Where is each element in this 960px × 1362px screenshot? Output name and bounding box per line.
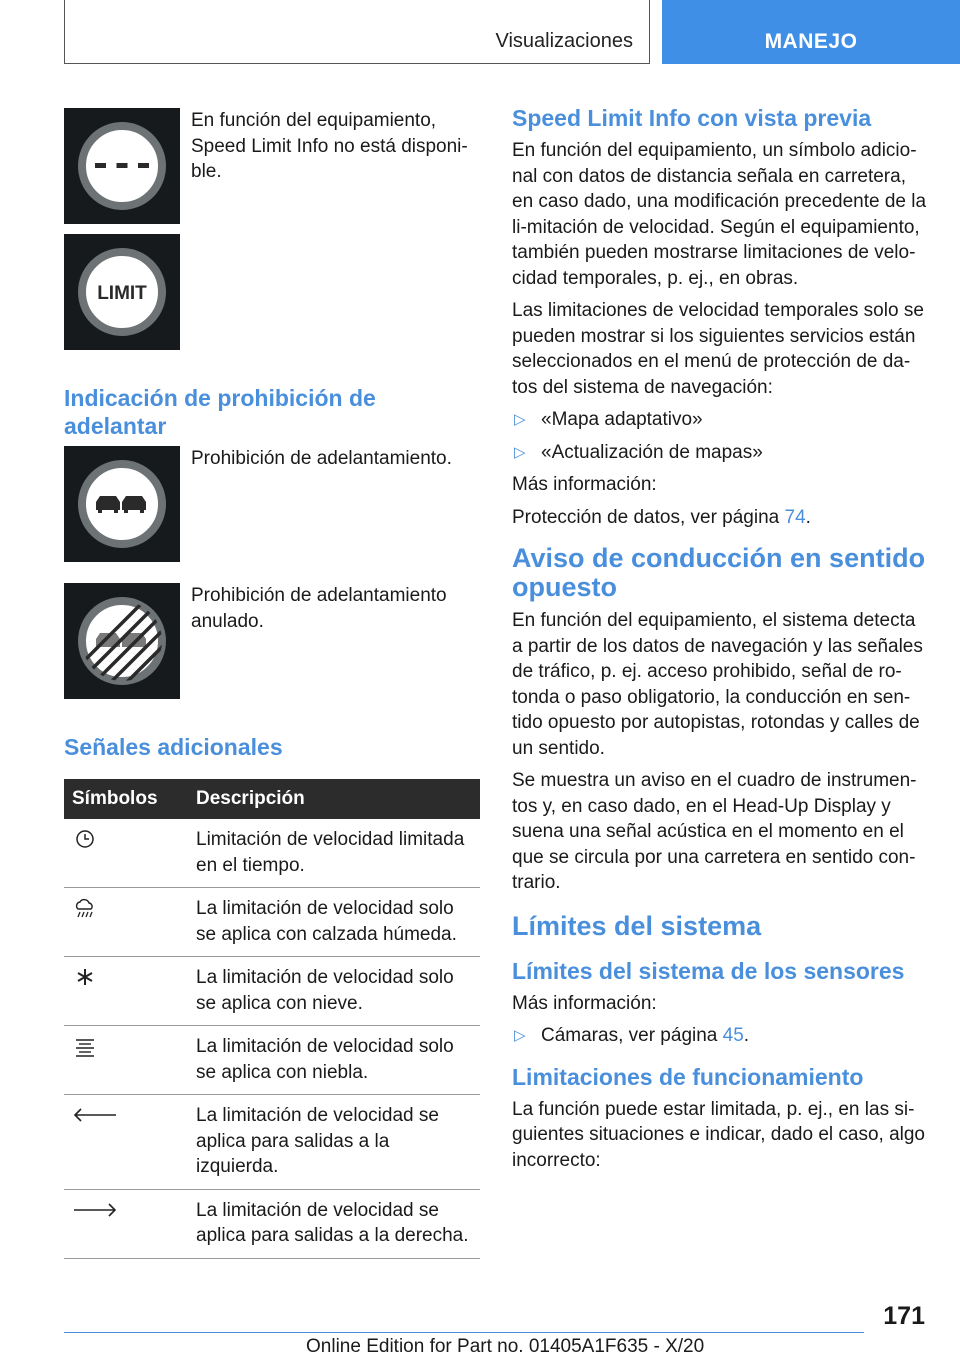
rain-icon (64, 888, 188, 957)
left-column (64, 108, 480, 1259)
table-cell-description: La limitación de velocidad se aplica para salidas a la izquierda. (188, 1095, 480, 1190)
sensor-limits-heading: Límites del sistema de los sensores (512, 957, 905, 984)
footer-rule (64, 1332, 864, 1333)
wrong-way-paragraph-2: Se muestra un aviso en el cuadro de instrumen-tos y, en caso dado, en el Head-Up Display y suena una señal acústica en el momento en el que se circula por una carretera en sentido con-trario. (512, 770, 917, 893)
fog-icon (64, 1026, 188, 1095)
list-item-text: Cámaras, ver página (541, 1025, 718, 1046)
table-cell-description: La limitación de velocidad solo se aplica con nieve. (188, 957, 480, 1026)
table-cell-description: La limitación de velocidad solo se aplica con calzada húmeda. (188, 888, 480, 957)
page-link-45[interactable]: 45 (722, 1025, 744, 1046)
arrow-left-icon (64, 1095, 188, 1190)
system-limits-heading: Límites del sistema (512, 910, 762, 941)
limit-sign-icon (64, 234, 180, 350)
preview-paragraph-2: Las limitaciones de velocidad temporales solo se pueden mostrar si los siguientes servicios están seleccionados en el menú de protección de da-tos del sistema de navegación: (512, 300, 924, 398)
end-no-overtaking-sign-icon (64, 583, 180, 699)
page-link-74[interactable]: 74 (784, 506, 806, 528)
reference-text: Protección de datos, ver página (512, 506, 780, 528)
header-frame (64, 0, 650, 64)
page-number: 171 (883, 1302, 925, 1330)
column-header-description: Descripción (188, 779, 480, 819)
footer-edition: Online Edition for Part no. 01405A1F635 - X/20 (306, 1336, 705, 1357)
sign-row-unavailable (64, 108, 480, 234)
no-overtaking-sign-icon (64, 446, 180, 562)
function-limits-paragraph: La función puede estar limitada, p. ej., en las si-guientes situaciones e indicar, dado el caso, algo incorrecto: (512, 1098, 925, 1171)
function-limits-heading: Limitaciones de funcionamiento (512, 1063, 864, 1090)
wrong-way-paragraph-1: En función del equipamiento, el sistema detecta a partir de los datos de navegación y las señales de tráfico, p. ej. acceso prohibido, señal de ro-tonda o paso obligatorio, la conducción en sen-tido opuesto por autopistas, rotondas y calles de un sentido. (512, 610, 923, 759)
sign-row-limit (64, 234, 480, 384)
overtaking-heading: Indicación de prohibición de adelantar (64, 385, 376, 439)
list-item: ▷ Cámaras, ver página 45. (512, 1023, 930, 1049)
bullet-triangle-icon: ▷ (514, 443, 526, 461)
list-item-text: «Mapa adaptativo» (541, 409, 703, 430)
clock-icon (64, 819, 188, 888)
snowflake-icon (64, 957, 188, 1026)
right-column (512, 100, 930, 1180)
table-row (64, 957, 480, 1026)
section-title: Visualizaciones (495, 30, 633, 52)
table-header-row (64, 779, 480, 819)
chapter-tab[interactable] (662, 0, 960, 64)
wrong-way-heading: Aviso de conducción en sentido opuesto (512, 543, 926, 602)
table-cell-description: La limitación de velocidad solo se aplica con niebla. (188, 1026, 480, 1095)
sign-description: Prohibición de adelantamiento anulado. (191, 585, 447, 632)
list-item-text: «Actualización de mapas» (541, 441, 763, 463)
preview-paragraph-1: En función del equipamiento, un símbolo adicio-nal con datos de distancia señala en carretera, en caso dado, una modificación precedente de la li-mitación de velocidad. Según el equipamiento, también pueden mostrarse limitaciones de velo-cidad temporales, p. ej., en obras. (512, 140, 927, 289)
additional-signs-table (64, 779, 480, 1259)
table-row (64, 1095, 480, 1190)
preview-heading: Speed Limit Info con vista previa (512, 105, 872, 131)
sign-row-no-overtaking (64, 446, 480, 583)
bullet-triangle-icon: ▷ (514, 411, 526, 428)
bullet-triangle-icon: ▷ (514, 1027, 526, 1044)
column-header-symbols: Símbolos (64, 779, 188, 819)
table-cell-description: Limitación de velocidad limitada en el tiempo. (188, 819, 480, 888)
more-info-label: Más información: (512, 474, 657, 495)
sign-description: En función del equipamiento, Speed Limit Info no está disponi-ble. (191, 110, 468, 182)
table-cell-description: La limitación de velocidad se aplica para salidas a la derecha. (188, 1189, 480, 1258)
table-row (64, 1189, 480, 1258)
additional-signs-heading: Señales adicionales (64, 734, 283, 760)
sensors-more-info: Más información: (512, 992, 657, 1014)
table-row (64, 888, 480, 957)
limit-sign-label: LIMIT (97, 283, 147, 304)
arrow-right-icon (64, 1189, 188, 1258)
data-protection-reference: Protección de datos, ver página 74. (512, 506, 811, 528)
list-item (512, 407, 930, 433)
table-row (64, 819, 480, 888)
speed-limit-unavailable-sign-icon (64, 108, 180, 224)
sign-description: Prohibición de adelantamiento. (191, 448, 452, 469)
sign-row-end-no-overtaking (64, 583, 480, 733)
chapter-tab-label: MANEJO (764, 30, 858, 53)
list-item (512, 440, 930, 466)
table-row (64, 1026, 480, 1095)
